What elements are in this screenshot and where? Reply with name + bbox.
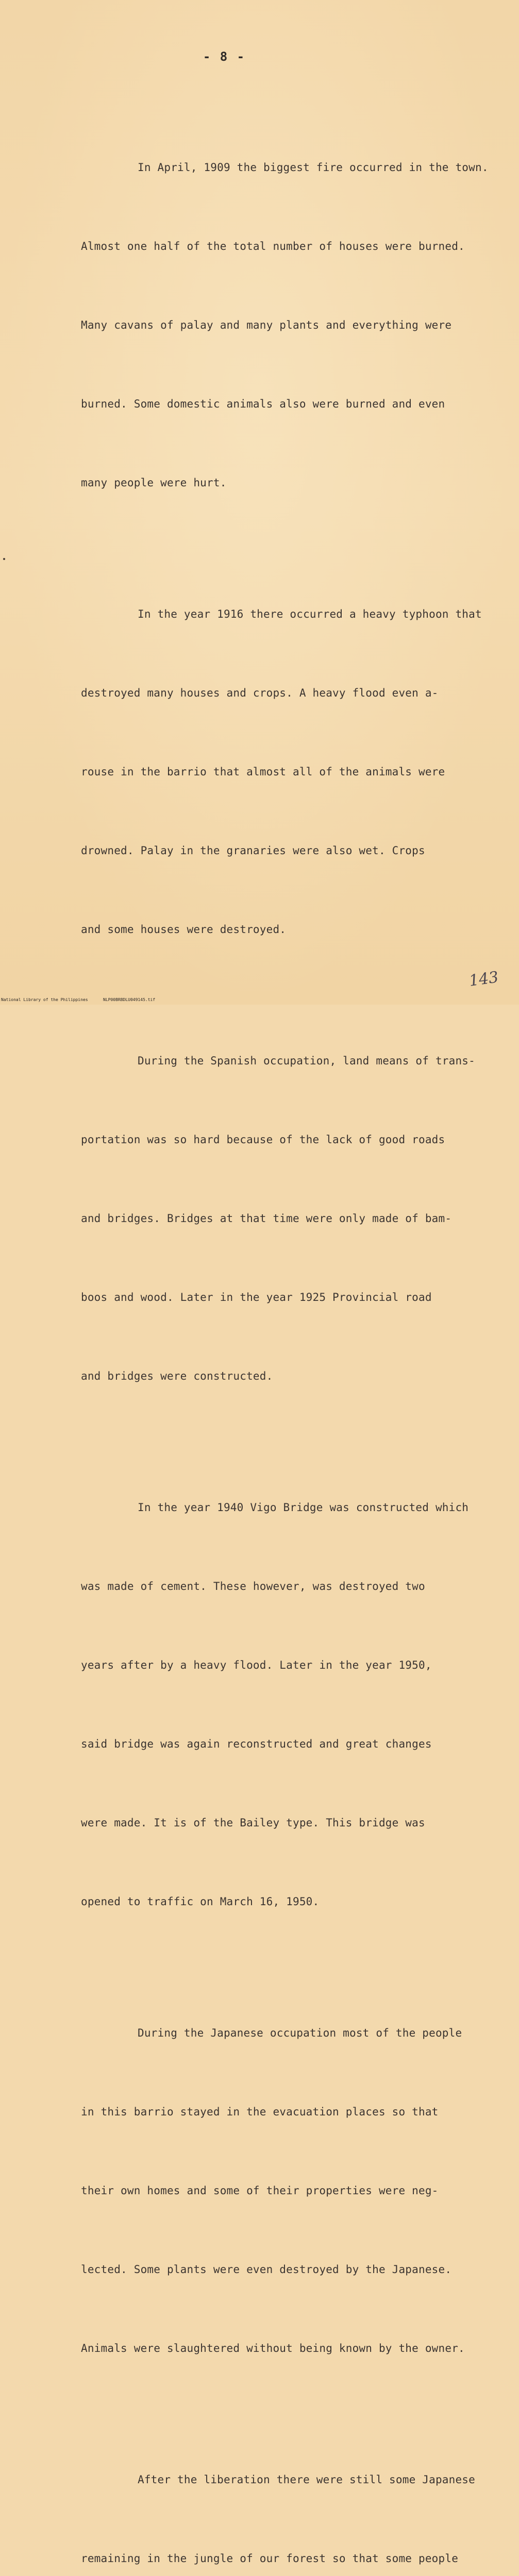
paragraph-3 <box>81 995 500 1442</box>
text-line: remaining in the jungle of our forest so that some people <box>81 2552 459 2565</box>
paper-speck <box>3 558 5 560</box>
text-line: During the Spanish occupation, land means of trans- <box>138 1055 475 1067</box>
handwritten-page-mark: 143 <box>467 968 500 990</box>
text-line: and bridges. Bridges at that time were only made of bam- <box>81 1212 452 1225</box>
paragraph-1 <box>81 102 500 549</box>
footer-library-label: National Library of the Philippines <box>1 997 88 1002</box>
text-line: In April, 1909 the biggest fire occurred in the town. <box>138 161 489 174</box>
text-line: many people were hurt. <box>81 477 227 489</box>
paragraph-2 <box>81 549 500 995</box>
paragraph-6 <box>81 2414 500 2576</box>
text-line: In the year 1940 Vigo Bridge was constructed which <box>138 1501 469 1514</box>
paragraph-4 <box>81 1442 500 1968</box>
text-line: portation was so hard because of the lack of good roads <box>81 1133 445 1146</box>
text-line: and some houses were destroyed. <box>81 923 287 936</box>
page-number: - 8 - <box>203 49 246 64</box>
footer-filename: NLP00BRBDLU049145.tif <box>103 997 156 1002</box>
text-line: lected. Some plants were even destroyed by the Japanese. <box>81 2263 452 2276</box>
text-line: was made of cement. These however, was destroyed two <box>81 1580 425 1592</box>
text-line: in this barrio stayed in the evacuation places so that <box>81 2106 439 2118</box>
text-line: destroyed many houses and crops. A heavy flood even a- <box>81 687 439 699</box>
text-line: their own homes and some of their properties were neg- <box>81 2184 439 2197</box>
text-line: Many cavans of palay and many plants and everything were <box>81 319 452 331</box>
text-line: Almost one half of the total number of houses were burned. <box>81 240 465 252</box>
text-line: After the liberation there were still some Japanese <box>138 2473 475 2486</box>
text-line: said bridge was again reconstructed and great changes <box>81 1738 432 1750</box>
text-line: and bridges were constructed. <box>81 1370 273 1382</box>
document-body <box>81 102 500 2576</box>
text-line: years after by a heavy flood. Later in the year 1950, <box>81 1659 432 1671</box>
text-line: were made. It is of the Bailey type. This bridge was <box>81 1817 425 1829</box>
text-line: burned. Some domestic animals also were burned and even <box>81 398 445 410</box>
text-line: During the Japanese occupation most of the people <box>138 2027 462 2039</box>
paragraph-5 <box>81 1968 500 2414</box>
text-line: drowned. Palay in the granaries were also wet. Crops <box>81 844 425 857</box>
text-line: In the year 1916 there occurred a heavy typhoon that <box>138 608 482 620</box>
text-line: rouse in the barrio that almost all of the animals were <box>81 766 445 778</box>
text-line: Animals were slaughtered without being known by the owner. <box>81 2342 465 2354</box>
text-line: boos and wood. Later in the year 1925 Provincial road <box>81 1291 432 1303</box>
text-line: opened to traffic on March 16, 1950. <box>81 1895 320 1908</box>
